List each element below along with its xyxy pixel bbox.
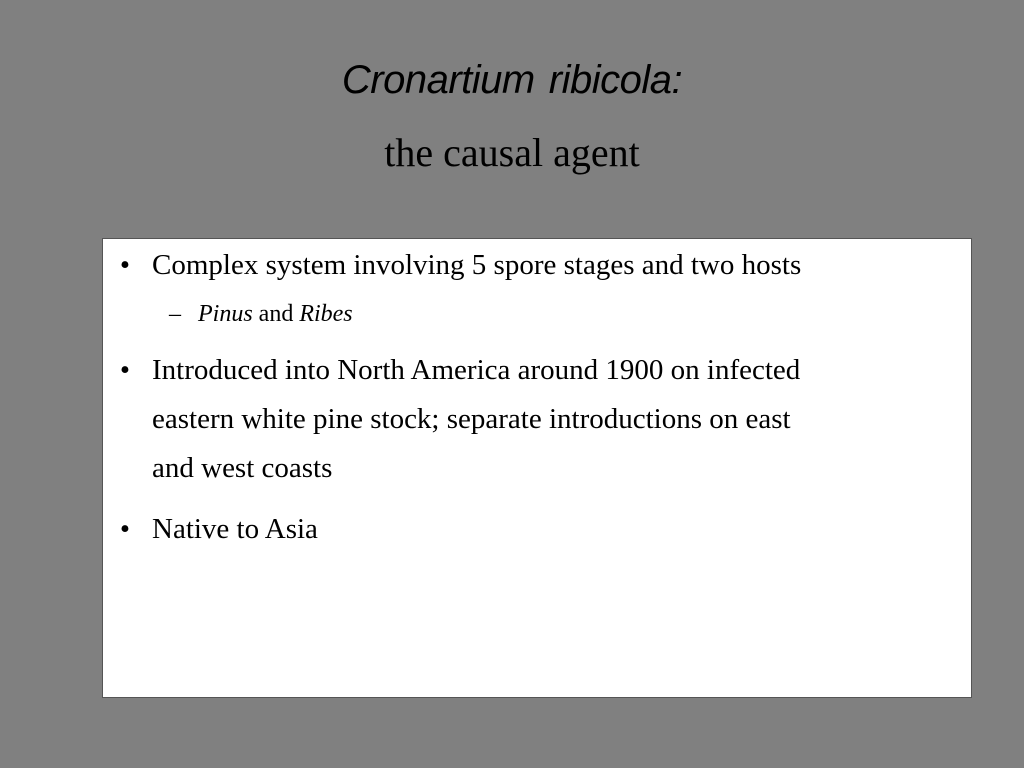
bullet-marker: • — [119, 354, 131, 386]
title-scientific-name — [0, 52, 1024, 108]
bullet-item — [103, 505, 971, 554]
bullet-marker: • — [119, 513, 131, 545]
bullet-item — [103, 346, 971, 493]
host-connector: and — [258, 301, 294, 327]
title-species: ribicola: — [548, 58, 683, 102]
bullet-item — [103, 241, 971, 290]
content-box — [102, 238, 972, 698]
slide-title — [0, 52, 1024, 178]
bullet-text-line: and west coasts — [152, 452, 333, 484]
bullet-text-line: eastern white pine stock; separate introductions on east — [152, 403, 791, 435]
bullet-text: Complex system involving 5 spore stages and two hosts — [152, 249, 802, 281]
bullet-text: Native to Asia — [152, 513, 318, 545]
title-genus: Cronartium — [341, 58, 535, 102]
sub-bullet-item — [103, 294, 971, 334]
title-subtitle: the causal agent — [384, 130, 640, 175]
dash-marker: – — [169, 301, 181, 327]
bullet-marker: • — [119, 249, 131, 281]
host-pinus: Pinus — [198, 301, 253, 327]
bullet-list — [103, 239, 971, 554]
bullet-text-line: Introduced into North America around 1900 on infected — [152, 354, 801, 386]
host-ribes: Ribes — [299, 301, 353, 327]
